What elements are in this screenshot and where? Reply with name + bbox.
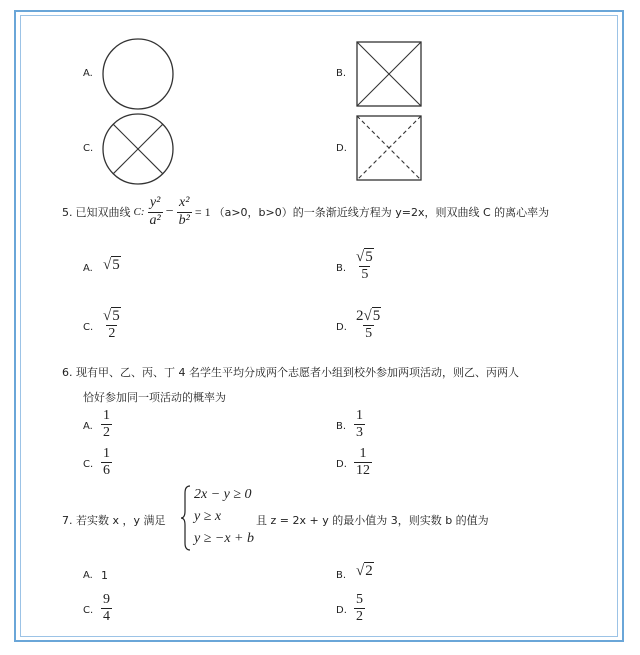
q5-intro: 已知双曲线 bbox=[75, 206, 131, 219]
q5-option-d-label: D. bbox=[336, 322, 347, 333]
q6-option-b-value: $\frac{1}{3}$ bbox=[356, 408, 363, 441]
q7-stem-suffix: 且 z = 2x + y 的最小值为 3，则实数 b 的值为 bbox=[256, 514, 489, 527]
q7-option-b-value: √2 bbox=[356, 563, 373, 579]
q5-equals: = 1 bbox=[194, 204, 211, 219]
q5-fraction-y: $\frac{\text{y²}}{\text{a²}}$ bbox=[149, 195, 161, 228]
q6-option-d-value: $\frac{1}{12}$ bbox=[356, 446, 370, 479]
q7-inequality-2: y ≥ x bbox=[194, 509, 222, 524]
q5-option-b-label: B. bbox=[336, 263, 347, 274]
q5-condition: （a>0，b>0）的一条渐近线方程为 y=2x，则双曲线 C 的离心率为 bbox=[213, 206, 550, 219]
q5-option-a-value: √5 bbox=[103, 257, 120, 273]
q7-option-a-value: 1 bbox=[101, 569, 108, 582]
q7-option-a-label: A. bbox=[83, 570, 93, 581]
q7-option-c-value: $\frac{9}{4}$ bbox=[103, 592, 110, 625]
q7-option-b-label: B. bbox=[336, 570, 347, 581]
circle-with-diagonals-icon bbox=[101, 112, 175, 186]
q4-option-b-label: B. bbox=[336, 68, 347, 79]
circle-icon bbox=[101, 37, 175, 111]
q5-option-c-label: C. bbox=[83, 322, 94, 333]
q6-line1: 现有甲、乙、丙、丁 4 名学生平均分成两个志愿者小组到校外参加两项活动，则乙、丙两人 bbox=[76, 366, 519, 379]
q4-option-d-label: D. bbox=[336, 143, 347, 154]
q4-option-a-label: A. bbox=[83, 68, 93, 79]
q7-option-c-label: C. bbox=[83, 605, 94, 616]
q5-minus: − bbox=[165, 204, 174, 219]
square-with-solid-diagonals-icon bbox=[356, 41, 422, 107]
q6-option-c-value: $\frac{1}{6}$ bbox=[103, 446, 110, 479]
q7-number: 7. bbox=[62, 514, 73, 527]
q5-stem bbox=[62, 194, 549, 230]
q7-option-d-value: $\frac{5}{2}$ bbox=[356, 592, 363, 625]
q4-option-c-label: C. bbox=[83, 143, 94, 154]
q6-option-a-label: A. bbox=[83, 421, 93, 432]
q7-inequality-3: y ≥ −x + b bbox=[194, 531, 255, 546]
system-brace-icon bbox=[181, 485, 191, 551]
q5-option-c-value: $\frac{√5}{2}$ bbox=[103, 308, 120, 342]
q5-number: 5. bbox=[62, 205, 73, 219]
q6-stem-line2: 恰好参加同一项活动的概率为 bbox=[83, 391, 226, 404]
q6-number: 6. bbox=[62, 366, 73, 379]
q5-option-a-label: A. bbox=[83, 263, 93, 274]
q6-option-c-label: C. bbox=[83, 459, 94, 470]
q5-curve-name: C: bbox=[133, 206, 145, 218]
q6-stem-line1 bbox=[62, 364, 519, 380]
q7-prefix: 若实数 x ，y 满足 bbox=[76, 514, 166, 527]
q7-inequality-1: 2x − y ≥ 0 bbox=[194, 487, 252, 502]
q6-option-d-label: D. bbox=[336, 459, 347, 470]
q5-option-b-value: $\frac{√5}{5}$ bbox=[356, 249, 373, 283]
q5-option-d-value: $\frac{2√5}{5}$ bbox=[356, 308, 381, 342]
q7-option-d-label: D. bbox=[336, 605, 347, 616]
q5-fraction-x: $\frac{\text{x²}}{\text{b²}}$ bbox=[178, 195, 190, 228]
q6-option-b-label: B. bbox=[336, 421, 347, 432]
q6-option-a-value: $\frac{1}{2}$ bbox=[103, 408, 110, 441]
q7-inequality-system bbox=[194, 484, 254, 550]
square-with-dashed-diagonals-icon bbox=[356, 115, 422, 181]
q7-stem-prefix bbox=[62, 512, 166, 528]
